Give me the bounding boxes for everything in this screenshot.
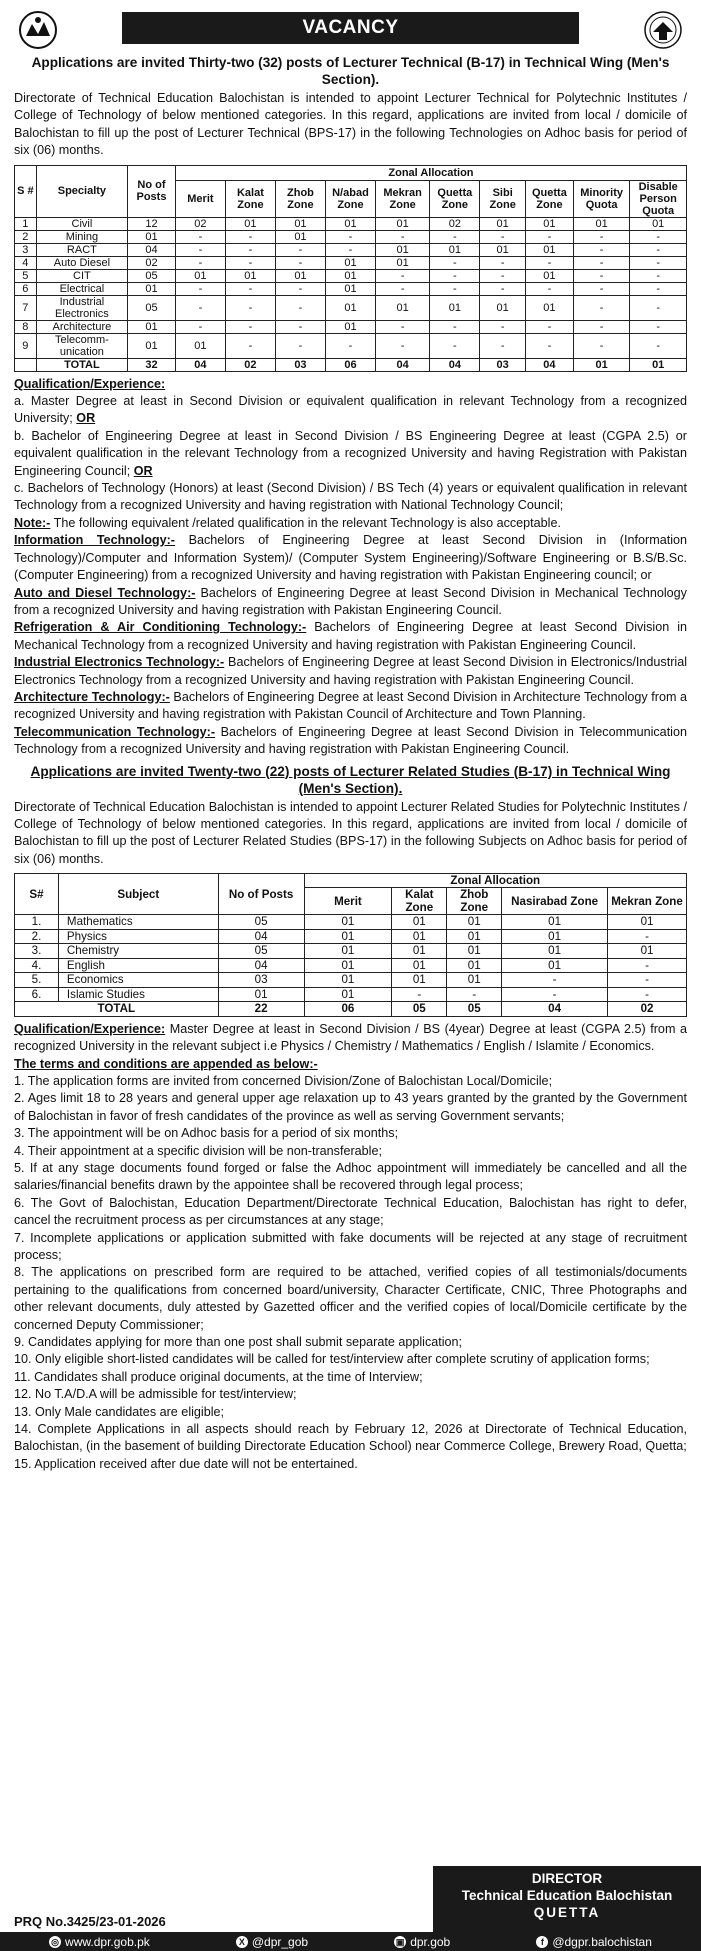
prq-number: PRQ No.3425/23-01-2026 <box>14 1914 166 1929</box>
table-row <box>15 929 687 944</box>
total-zone-value: 04 <box>430 358 480 371</box>
or-label: OR <box>76 411 96 426</box>
equivalent-item <box>14 532 687 584</box>
social-link[interactable] <box>49 1935 150 1949</box>
row-serial: 6. <box>15 987 59 1002</box>
column-header-specialty: Specialty <box>36 165 127 217</box>
equivalent-text: Bachelors of Engineering Degree at least Second Division in Telecommunication Technology from a recognized University and having registration with Pakistan Engineering Council. <box>14 724 687 757</box>
row-subject: Mathematics <box>58 915 218 930</box>
row-specialty: Architecture <box>36 320 127 333</box>
terms-item: 11. Candidates shall produce original documents, at the time of Interview; <box>14 1369 423 1384</box>
social-bar <box>0 1932 701 1951</box>
qualification-a: a. Master Degree at least in Second Division or equivalent qualification in relevant Technology from a recognized University; OR <box>14 394 687 426</box>
table-row <box>15 958 687 973</box>
row-serial: 5 <box>15 269 37 282</box>
globe-icon: ◎ <box>49 1936 61 1948</box>
row-serial: 4. <box>15 958 59 973</box>
row-zone-value: - <box>430 230 480 243</box>
column-header-s: S# <box>15 874 59 915</box>
equivalent-label: Architecture Technology:- <box>14 689 170 704</box>
terms-item: 4. Their appointment at a specific division will be non-transferable; <box>14 1143 382 1158</box>
zone-header: Quetta Zone <box>430 180 480 217</box>
terms-item: 2. Ages limit 18 to 28 years and general upper age relaxation up to 43 years granted by the granted by the Government of Balochistan in favor of fresh candidates of the province as well as serving Government servants; <box>14 1091 687 1123</box>
equivalent-qualifications <box>14 532 687 758</box>
footer <box>0 1866 701 1951</box>
table-row <box>15 973 687 988</box>
row-zone-value: 01 <box>375 295 429 320</box>
lecturer-related-headline: Applications are invited Twenty-two (22) posts of Lecturer Related Studies (B-17) in Technical Wing (Men's Section). <box>30 763 671 796</box>
row-specialty: Telecomm-unication <box>36 333 127 358</box>
equivalent-text: Bachelors of Engineering Degree at least Second Division in Architecture Technology from a recognized University and having registration with Pakistan Council of Architecture and Town Planning. <box>14 689 687 722</box>
vacancy-title: VACANCY <box>122 12 579 44</box>
terms-item: 13. Only Male candidates are eligible; <box>14 1404 225 1419</box>
row-zone-value: 01 <box>304 958 392 973</box>
row-posts: 01 <box>128 333 176 358</box>
row-posts: 05 <box>218 944 304 959</box>
table-row <box>15 295 687 320</box>
column-header-zonal: Zonal Allocation <box>175 165 686 180</box>
lecturer-related-intro: Directorate of Technical Education Balochistan is intended to appoint Lecturer Related Studies for Polytechnic Institutes / College of Technology of below mentioned categories. In this regard, applications are invited from local / domicile of Balochistan to fill up the post of Lecturer Related Studies (BPS-17) in the following Subjects on Adhoc basis for period of six (06) months. <box>14 799 687 866</box>
row-zone-value: - <box>430 333 480 358</box>
total-zone-value: 02 <box>225 358 275 371</box>
zone-header: Kalat Zone <box>392 888 447 915</box>
row-serial: 9 <box>15 333 37 358</box>
row-serial: 1 <box>15 217 37 230</box>
social-text: @dgpr.balochistan <box>552 1934 652 1949</box>
row-zone-value: - <box>480 333 526 358</box>
row-zone-value: - <box>275 295 325 320</box>
row-posts: 12 <box>128 217 176 230</box>
row-zone-value: - <box>630 269 687 282</box>
total-zone-value: 03 <box>480 358 526 371</box>
row-zone-value: - <box>608 958 687 973</box>
row-zone-value: - <box>325 333 375 358</box>
technical-education-logo-icon <box>641 10 685 50</box>
terms-item: 6. The Govt of Balochistan, Education Department/Directorate Technical Education, Balochistan has right to defer, cancel the recruitment process as per circumstances at any stage; <box>14 1195 687 1228</box>
equivalent-text: Bachelors of Engineering Degree at least Second Division in Mechanical Technology from a recognized University and having registration with Pakistan Engineering Council. <box>14 585 687 617</box>
row-zone-value: 01 <box>630 217 687 230</box>
row-zone-value: 01 <box>392 958 447 973</box>
table-row <box>15 333 687 358</box>
row-zone-value: 01 <box>375 217 429 230</box>
row-zone-value: 01 <box>275 269 325 282</box>
row-zone-value: - <box>480 282 526 295</box>
total-label: TOTAL <box>15 1002 219 1017</box>
row-zone-value: - <box>175 256 225 269</box>
row-zone-value: 01 <box>304 973 392 988</box>
zone-header: Merit <box>304 888 392 915</box>
row-zone-value: - <box>430 282 480 295</box>
equivalent-label: Auto and Diesel Technology:- <box>14 585 196 600</box>
row-zone-value: 01 <box>502 958 608 973</box>
row-zone-value: - <box>573 333 630 358</box>
row-zone-value: - <box>630 295 687 320</box>
row-zone-value: - <box>375 320 429 333</box>
related-studies-allocation-table <box>14 873 687 1017</box>
row-specialty: Mining <box>36 230 127 243</box>
director-city: QUETTA <box>533 1905 601 1920</box>
row-subject: Economics <box>58 973 218 988</box>
table-row <box>15 230 687 243</box>
zone-header: Kalat Zone <box>225 180 275 217</box>
lecturer-technical-headline: Applications are invited Thirty-two (32) posts of Lecturer Technical (B-17) in Technical Wing (Men's Section). <box>31 55 670 87</box>
row-serial: 3. <box>15 944 59 959</box>
equivalent-item <box>14 619 687 654</box>
row-zone-value: - <box>225 230 275 243</box>
row-zone-value: - <box>375 269 429 282</box>
equivalent-label: Industrial Electronics Technology:- <box>14 655 225 670</box>
equivalent-text: Bachelors of Engineering Degree at least Second Division in Mechanical Technology from a recognized University and having registration with Pakistan Engineering Council. <box>14 620 688 652</box>
social-link[interactable] <box>536 1935 652 1949</box>
row-zone-value: - <box>430 320 480 333</box>
terms-item: 15. Application received after due date will not be entertained. <box>14 1456 358 1471</box>
terms-item: 10. Only eligible short-listed candidates will be called for test/interview after complete scrutiny of application forms; <box>14 1352 650 1367</box>
row-zone-value: 01 <box>502 944 608 959</box>
zone-header: Zhob Zone <box>447 888 502 915</box>
row-posts: 05 <box>128 269 176 282</box>
row-posts: 04 <box>218 958 304 973</box>
row-zone-value: 02 <box>175 217 225 230</box>
row-zone-value: - <box>573 269 630 282</box>
row-zone-value: - <box>526 282 574 295</box>
row-zone-value: 01 <box>480 295 526 320</box>
row-zone-value: - <box>480 256 526 269</box>
row-specialty: Auto Diesel <box>36 256 127 269</box>
row-serial: 8 <box>15 320 37 333</box>
row-zone-value: 01 <box>480 217 526 230</box>
row-zone-value: 01 <box>447 944 502 959</box>
column-header-zonal: Zonal Allocation <box>304 874 686 888</box>
terms-list <box>14 1073 687 1473</box>
row-serial: 2. <box>15 929 59 944</box>
total-zone-value: 04 <box>175 358 225 371</box>
terms-item: 1. The application forms are invited from concerned Division/Zone of Balochistan Local/Domicile; <box>14 1073 553 1088</box>
row-zone-value: - <box>526 230 574 243</box>
row-zone-value: - <box>275 320 325 333</box>
equivalent-label: Telecommunication Technology:- <box>14 724 216 739</box>
row-zone-value: - <box>526 320 574 333</box>
row-zone-value: - <box>225 295 275 320</box>
total-posts: 32 <box>128 358 176 371</box>
column-header-s: S # <box>15 165 37 217</box>
equivalent-item <box>14 585 687 620</box>
row-zone-value: - <box>275 256 325 269</box>
row-subject: Chemistry <box>58 944 218 959</box>
row-zone-value: - <box>608 987 687 1002</box>
row-zone-value: 02 <box>430 217 480 230</box>
row-zone-value: - <box>573 256 630 269</box>
row-zone-value: 01 <box>304 915 392 930</box>
qualification-heading: Qualification/Experience: <box>14 376 166 391</box>
row-zone-value: - <box>392 987 447 1002</box>
row-specialty: Civil <box>36 217 127 230</box>
director-block <box>433 1866 701 1932</box>
row-zone-value: 01 <box>325 295 375 320</box>
row-zone-value: - <box>573 230 630 243</box>
row-zone-value: 01 <box>392 929 447 944</box>
row-zone-value: - <box>325 243 375 256</box>
row-zone-value: - <box>573 282 630 295</box>
row-zone-value: - <box>608 973 687 988</box>
row-zone-value: 01 <box>447 915 502 930</box>
row-zone-value: - <box>480 230 526 243</box>
row-zone-value: - <box>225 282 275 295</box>
row-posts: 05 <box>218 915 304 930</box>
row-serial: 2 <box>15 230 37 243</box>
row-zone-value: 01 <box>573 217 630 230</box>
facebook-icon: f <box>536 1936 548 1948</box>
row-zone-value: 01 <box>526 243 574 256</box>
social-text: dpr.gob <box>410 1934 451 1949</box>
row-specialty: Industrial Electronics <box>36 295 127 320</box>
note: Note:- The following equivalent /related qualification in the relevant Technology is also acceptable. <box>14 515 561 530</box>
row-zone-value: - <box>175 243 225 256</box>
row-zone-value: - <box>573 295 630 320</box>
table-row <box>15 256 687 269</box>
row-zone-value: - <box>630 256 687 269</box>
zone-header: Disable Person Quota <box>630 180 687 217</box>
row-serial: 1. <box>15 915 59 930</box>
equivalent-item <box>14 654 687 689</box>
row-posts: 02 <box>128 256 176 269</box>
row-zone-value: 01 <box>304 944 392 959</box>
equivalent-text: Bachelors of Engineering Degree at least Second Division in Electronics/Industrial Electronics Technology from a recognized University and having registration with Pakistan Engineering Council. <box>14 655 687 687</box>
or-label: OR <box>133 463 153 478</box>
table-row <box>15 269 687 282</box>
total-zone-value: 04 <box>526 358 574 371</box>
table-row <box>15 320 687 333</box>
row-zone-value: 01 <box>325 217 375 230</box>
row-zone-value: 01 <box>526 217 574 230</box>
table-row <box>15 217 687 230</box>
row-zone-value: 01 <box>392 944 447 959</box>
row-zone-value: - <box>630 230 687 243</box>
row-zone-value: 01 <box>430 243 480 256</box>
row-posts: 04 <box>128 243 176 256</box>
row-serial: 7 <box>15 295 37 320</box>
row-zone-value: 01 <box>430 295 480 320</box>
row-serial <box>15 358 37 371</box>
equivalent-label: Refrigeration & Air Conditioning Technology:- <box>14 620 307 635</box>
row-zone-value: 01 <box>447 929 502 944</box>
row-zone-value: 01 <box>447 958 502 973</box>
row-zone-value: - <box>275 282 325 295</box>
row-posts: 01 <box>128 230 176 243</box>
row-zone-value: 01 <box>526 269 574 282</box>
total-zone-value: 06 <box>325 358 375 371</box>
table-row <box>15 282 687 295</box>
row-zone-value: - <box>275 333 325 358</box>
row-posts: 01 <box>128 320 176 333</box>
row-zone-value: 01 <box>502 929 608 944</box>
zone-header: N/abad Zone <box>325 180 375 217</box>
total-row <box>15 358 687 371</box>
row-specialty: CIT <box>36 269 127 282</box>
row-serial: 4 <box>15 256 37 269</box>
row-zone-value: - <box>375 230 429 243</box>
total-zone-value: 03 <box>275 358 325 371</box>
row-posts: 01 <box>218 987 304 1002</box>
terms-heading: The terms and conditions are appended as below:- <box>14 1056 318 1071</box>
terms-item: 9. Candidates applying for more than one post shall submit separate application; <box>14 1335 463 1349</box>
row-zone-value: - <box>630 333 687 358</box>
row-zone-value: 01 <box>526 295 574 320</box>
row-zone-value: 01 <box>502 915 608 930</box>
row-zone-value: 01 <box>447 973 502 988</box>
row-posts: 01 <box>128 282 176 295</box>
instagram-icon: ▣ <box>395 1936 405 1947</box>
social-text: @dpr_gob <box>251 1934 309 1949</box>
balochistan-emblem-icon <box>16 10 60 50</box>
total-zone-value: 04 <box>502 1002 608 1017</box>
row-zone-value: 01 <box>175 333 225 358</box>
table-row <box>15 915 687 930</box>
row-zone-value: - <box>480 269 526 282</box>
table-row <box>15 987 687 1002</box>
row-serial: 5. <box>15 973 59 988</box>
row-zone-value: - <box>630 282 687 295</box>
table-row <box>15 243 687 256</box>
row-zone-value: - <box>630 320 687 333</box>
row-zone-value: 01 <box>304 987 392 1002</box>
row-zone-value: - <box>430 269 480 282</box>
row-posts: 03 <box>218 973 304 988</box>
row-zone-value: 01 <box>275 217 325 230</box>
equivalent-label: Information Technology:- <box>14 533 175 548</box>
row-zone-value: - <box>375 333 429 358</box>
row-zone-value: 01 <box>375 256 429 269</box>
terms-item: 5. If at any stage documents found forged or false the Adhoc appointment will immediately be cancelled and all the salaries/financial benefits drawn by the appointee shall be recovered through legal process; <box>14 1160 687 1193</box>
row-serial: 3 <box>15 243 37 256</box>
total-zone-value: 06 <box>304 1002 392 1017</box>
row-zone-value: 01 <box>325 256 375 269</box>
row-zone-value: - <box>502 973 608 988</box>
row-posts: 05 <box>128 295 176 320</box>
total-zone-value: 04 <box>375 358 429 371</box>
row-specialty: RACT <box>36 243 127 256</box>
total-zone-value: 05 <box>392 1002 447 1017</box>
technical-qualification-section <box>14 376 687 759</box>
row-serial: 6 <box>15 282 37 295</box>
row-zone-value: 01 <box>304 929 392 944</box>
director-title: DIRECTOR <box>531 1871 603 1886</box>
row-zone-value: - <box>526 256 574 269</box>
total-posts: 22 <box>218 1002 304 1017</box>
row-zone-value: 01 <box>225 217 275 230</box>
column-header-posts: No of Posts <box>128 165 176 217</box>
terms-item: 3. The appointment will be on Adhoc basis for a period of six months; <box>14 1126 399 1141</box>
row-zone-value: 01 <box>325 320 375 333</box>
zone-header: Mekran Zone <box>608 888 687 915</box>
table-row <box>15 944 687 959</box>
row-zone-value: - <box>526 333 574 358</box>
row-zone-value: - <box>325 230 375 243</box>
terms-item: 14. Complete Applications in all aspects should reach by February 12, 2026 at Directorate of Technical Education, Balochistan, (in the basement of building Directorate Education School) near Commerce College, Brewery Road, Quetta; <box>14 1422 687 1454</box>
row-zone-value: - <box>430 256 480 269</box>
total-zone-value: 05 <box>447 1002 502 1017</box>
row-zone-value: 01 <box>480 243 526 256</box>
row-zone-value: - <box>275 243 325 256</box>
total-zone-value: 01 <box>630 358 687 371</box>
terms-item: 7. Incomplete applications or application submitted with fake documents will be rejected at any stage of recruitment process; <box>14 1230 687 1262</box>
row-specialty: Electrical <box>36 282 127 295</box>
row-zone-value: 01 <box>175 269 225 282</box>
total-zone-value: 01 <box>573 358 630 371</box>
x-icon: X <box>236 1936 248 1948</box>
row-zone-value: 01 <box>325 269 375 282</box>
row-zone-value: 01 <box>275 230 325 243</box>
row-zone-value: 01 <box>392 915 447 930</box>
row-zone-value: - <box>375 282 429 295</box>
row-zone-value: - <box>175 295 225 320</box>
row-posts: 04 <box>218 929 304 944</box>
row-zone-value: - <box>630 243 687 256</box>
equivalent-item <box>14 724 687 759</box>
total-zone-value: 02 <box>608 1002 687 1017</box>
zone-header: Zhob Zone <box>275 180 325 217</box>
qualification-b: b. Bachelor of Engineering Degree at least in Second Division / BS Engineering Degree at least (CGPA 2.5) or equivalent qualification in the relevant Technology from a recognized University and having Registration with Pakistan Engineering Council; OR <box>14 428 687 478</box>
column-header-subject: Subject <box>58 874 218 915</box>
row-zone-value: - <box>225 243 275 256</box>
row-zone-value: - <box>225 320 275 333</box>
row-zone-value: - <box>175 282 225 295</box>
row-zone-value: - <box>480 320 526 333</box>
total-row <box>15 1002 687 1017</box>
technical-allocation-table <box>14 165 687 372</box>
total-label: TOTAL <box>36 358 127 371</box>
row-zone-value: 01 <box>375 243 429 256</box>
row-zone-value: - <box>225 256 275 269</box>
row-zone-value: - <box>447 987 502 1002</box>
equivalent-text: Bachelors of Engineering Degree at least Second Division in (Information Technology)/Computer and Information System)/ (Computer System Engineering)/Software Engineering or B.S/B.Sc. (Computer Engineering) from a recognized University and having registration with Pakistan Engineering council; or <box>14 533 687 583</box>
equivalent-item <box>14 689 687 724</box>
column-header-posts: No of Posts <box>218 874 304 915</box>
row-zone-value: 01 <box>325 282 375 295</box>
zone-header: Merit <box>175 180 225 217</box>
lecturer-technical-intro: Directorate of Technical Education Balochistan is intended to appoint Lecturer Technical for Polytechnic Institutes / College of Technology of below mentioned categories. In this regard, applications are invited from local / domicile of Balochistan to fill up the post of Lecturer Technical (BPS-17) in the following Technologies on Adhoc basis for period of six (06) months. <box>14 91 687 158</box>
row-zone-value: - <box>502 987 608 1002</box>
row-zone-value: 01 <box>392 973 447 988</box>
related-qualification: Qualification/Experience: Master Degree at least in Second Division / BS (4year) Degree at least (CGPA 2.5) from a recognized University in the relevant subject i.e Physics / Chemistry / Mathematics / English / Islamite / Economics. <box>14 1021 687 1054</box>
row-subject: Physics <box>58 929 218 944</box>
row-zone-value: - <box>225 333 275 358</box>
zone-header: Nasirabad Zone <box>502 888 608 915</box>
director-org: Technical Education Balochistan <box>461 1888 673 1903</box>
header <box>14 10 687 48</box>
terms-item: 8. The applications on prescribed form are required to be attached, verified copies of all testimonials/documents pertaining to the qualifications from concerned board/university, Character Certificate, CNIC, Three Photographs and other relevant documents, duly attested by Gazetted officer and the verified copies of local/Domicile certificate by the concerned Deputy Commissioner; <box>14 1265 687 1332</box>
social-link[interactable] <box>394 1935 450 1949</box>
social-link[interactable] <box>236 1935 308 1949</box>
row-zone-value: 01 <box>608 915 687 930</box>
row-zone-value: - <box>175 230 225 243</box>
zone-header: Quetta Zone <box>526 180 574 217</box>
row-subject: Islamic Studies <box>58 987 218 1002</box>
social-text: www.dpr.gob.pk <box>65 1934 150 1949</box>
row-subject: English <box>58 958 218 973</box>
zone-header: Sibi Zone <box>480 180 526 217</box>
row-zone-value: - <box>573 320 630 333</box>
terms-item: 12. No T.A/D.A will be admissible for test/interview; <box>14 1387 297 1402</box>
row-zone-value: 01 <box>608 944 687 959</box>
zone-header: Mekran Zone <box>375 180 429 217</box>
row-zone-value: - <box>608 929 687 944</box>
row-zone-value: 01 <box>225 269 275 282</box>
row-zone-value: - <box>573 243 630 256</box>
qualification-c: c. Bachelors of Technology (Honors) at least (Second Division) / BS Tech (4) years or equivalent qualification in relevant Technology from a recognized University and having registration with National Technology Council; <box>14 481 687 513</box>
zone-header: Minority Quota <box>573 180 630 217</box>
row-zone-value: - <box>175 320 225 333</box>
